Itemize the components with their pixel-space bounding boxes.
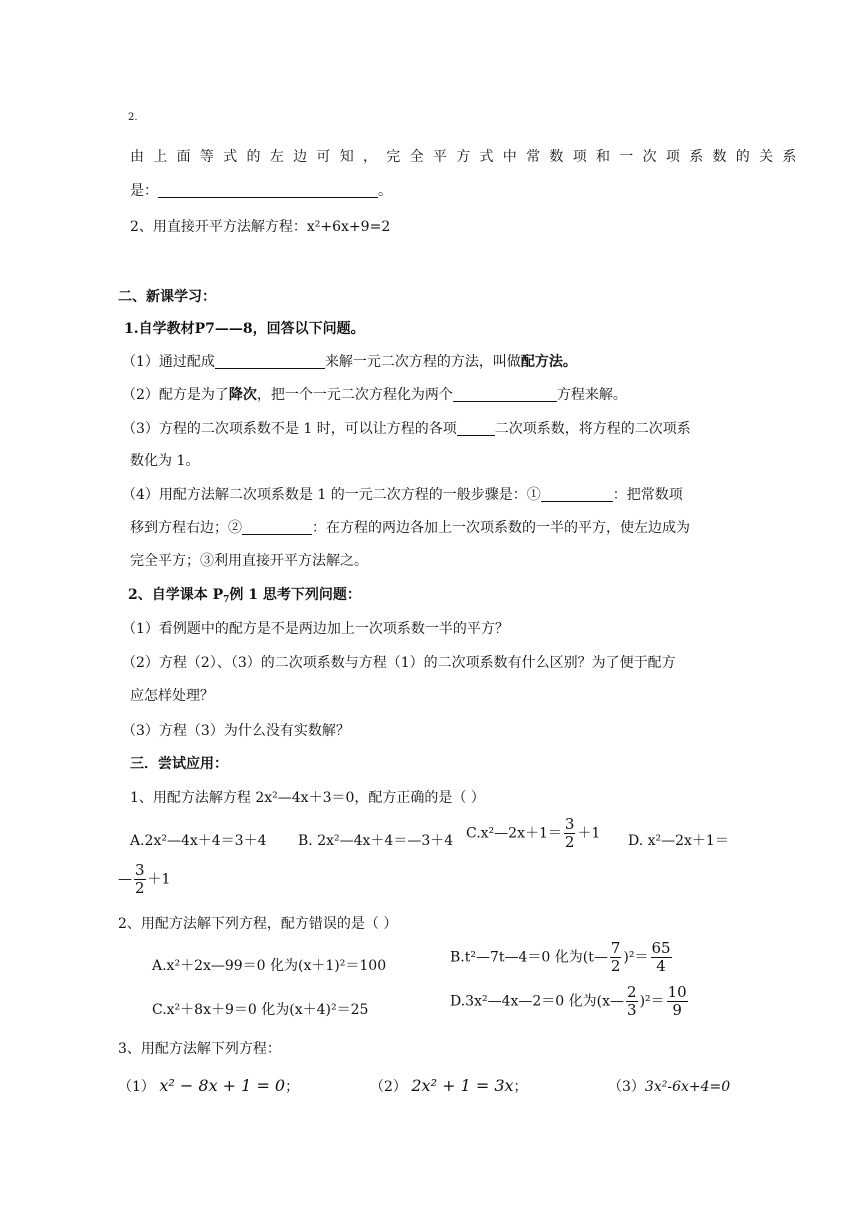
eq3-expression: 3x²-6x+4=0 (644, 1079, 731, 1095)
fraction (610, 940, 622, 975)
answer-blank (158, 183, 378, 198)
fraction (626, 984, 638, 1019)
relation-answer-line (130, 180, 392, 200)
blank-p4-1 (541, 487, 613, 502)
p4-text-a: （4）用配方法解二次项系数是 1 的一元二次方程的一般步骤是：① (122, 487, 541, 503)
exercise-2-option-c: C.x²＋8x＋9＝0 化为(x＋4)²＝25 (152, 1002, 369, 1018)
self-study-item-1: 1.自学教材P7——8，回答以下问题。 (124, 321, 365, 337)
eq1-end: ； (285, 1079, 300, 1095)
think-q2: （2）方程（2）、（3）的二次项系数与方程（1）的二次项系数有什么区别？为了便于配方 (122, 655, 676, 671)
equation-2 (370, 1076, 528, 1096)
exercise-1-option-d-cont (118, 862, 170, 897)
frac-num: 3 (564, 815, 575, 833)
item2-text-a: 2、自学课本 P (128, 587, 224, 603)
exercise-1-option-c (466, 816, 600, 851)
blank-p2 (453, 387, 557, 402)
frac-num: 3 (135, 861, 145, 879)
self-study-item-2 (128, 584, 361, 604)
exercise-1-option-b: B. 2x²—4x＋4＝—3＋4 (298, 833, 454, 849)
think-q1: （1）看例题中的配方是不是两边加上一次项系数一半的平方？ (122, 621, 509, 637)
think-q3: （3）方程（3）为什么没有实数解？ (122, 723, 350, 739)
fraction-three-halves (134, 862, 146, 897)
p1-text-a: （1）通过配成 (122, 354, 215, 370)
blank-p1 (215, 354, 325, 369)
line-p2 (122, 384, 627, 404)
p3-text-a: （3）方程的二次项系数不是 1 时，可以让方程的各项 (122, 421, 457, 437)
p4-text-b: ：把常数项 (612, 487, 683, 503)
think-q2-cont: 应怎样处理？ (130, 688, 214, 704)
fraction (667, 984, 688, 1019)
p1-text-b: 来解一元二次方程的方法，叫做 (324, 354, 521, 370)
frac-den: 2 (135, 879, 145, 897)
relation-sentence: 由上面等式的左边可知，完全平方式中常数项和一次项系数的关系 (130, 149, 806, 165)
item2-text-b: 例 1 思考下列问题： (229, 587, 361, 603)
equation-1 (118, 1076, 299, 1096)
eq1-label: （1） (118, 1079, 155, 1095)
option-b-text: B.t²—7t—4＝0 化为(t— (450, 949, 608, 966)
frac-den: 4 (656, 957, 666, 975)
p4-text-d: ：在方程的两边各加上一次项系数的一半的平方，使左边成为 (312, 520, 690, 536)
exercise-2: 2、用配方法解下列方程，配方错误的是（ ） (118, 916, 398, 932)
blank-p4-2 (242, 520, 312, 535)
frac-den: 9 (672, 1001, 682, 1019)
option-c-lhs: C.x²—2x＋1＝ (466, 825, 562, 842)
line-p4-cont (130, 517, 690, 537)
exercise-1: 1、用配方法解方程 2x²—4x＋3＝0，配方正确的是（ ） (130, 790, 485, 806)
question-direct-root: 2、用直接开平方法解方程：x²+6x+9=2 (130, 219, 391, 235)
eq3-label: （3） (608, 1079, 645, 1095)
relation-suffix: 。 (378, 183, 392, 199)
fraction-three-halves (564, 816, 576, 851)
p4-text-c: 移到方程右边；② (130, 520, 242, 536)
section-heading-practice: 三．尝试应用： (130, 756, 228, 772)
frac-den: 3 (627, 1001, 637, 1019)
frac-num: 10 (667, 983, 687, 1001)
option-d-text: D.3x²—4x—2＝0 化为(x— (450, 993, 625, 1010)
frac-den: 2 (564, 833, 575, 851)
option-d-tail: ＋1 (147, 871, 171, 888)
option-d-mid: )²＝ (639, 993, 665, 1010)
item2-sub: 7 (223, 595, 230, 605)
equation-3 (608, 1076, 730, 1096)
line-p4 (122, 484, 683, 504)
exercise-2-option-a: A.x²＋2x—99＝0 化为(x＋1)²＝100 (152, 958, 387, 974)
exercise-1-option-a: A.2x²—4x＋4＝3＋4 (130, 833, 267, 849)
eq1-expression: x² − 8x + 1 = 0 (159, 1076, 286, 1095)
exercise-1-option-d: D. x²—2x＋1＝ (628, 833, 729, 849)
option-c-tail: ＋1 (577, 825, 601, 842)
line-p3 (122, 418, 691, 438)
blank-p3 (457, 421, 495, 436)
frac-num: 65 (651, 939, 671, 957)
option-b-mid: )²＝ (623, 949, 649, 966)
option-d-minus: — (118, 871, 132, 888)
relation-prefix: 是： (130, 183, 158, 199)
footnote-mark: 2. (128, 112, 138, 123)
line-p4-end: 完全平方；③利用直接开平方法解之。 (130, 553, 368, 569)
frac-num: 7 (610, 939, 621, 957)
exercise-3: 3、用配方法解下列方程： (118, 1041, 281, 1057)
line-p1 (122, 351, 577, 371)
p3-text-b: 二次项系数，将方程的二次项系 (494, 421, 691, 437)
line-p3-cont: 数化为 1。 (130, 453, 200, 469)
eq2-end: ； (513, 1079, 528, 1095)
eq2-label: （2） (370, 1079, 407, 1095)
p2-text-c: ，把一个一元二次方程化为两个 (256, 387, 453, 403)
p1-term: 配方法。 (520, 354, 577, 370)
exercise-2-option-b (450, 940, 674, 975)
frac-den: 2 (610, 957, 621, 975)
p2-term: 降次 (228, 387, 257, 403)
p2-text-d: 方程来解。 (556, 387, 627, 403)
exercise-2-option-d (450, 984, 690, 1019)
p2-text-a: （2）配方是为了 (122, 387, 229, 403)
eq2-expression: 2x² + 1 = 3x (411, 1076, 514, 1095)
section-heading-new-lesson: 二、新课学习： (118, 289, 216, 305)
frac-num: 2 (627, 983, 637, 1001)
fraction (651, 940, 672, 975)
